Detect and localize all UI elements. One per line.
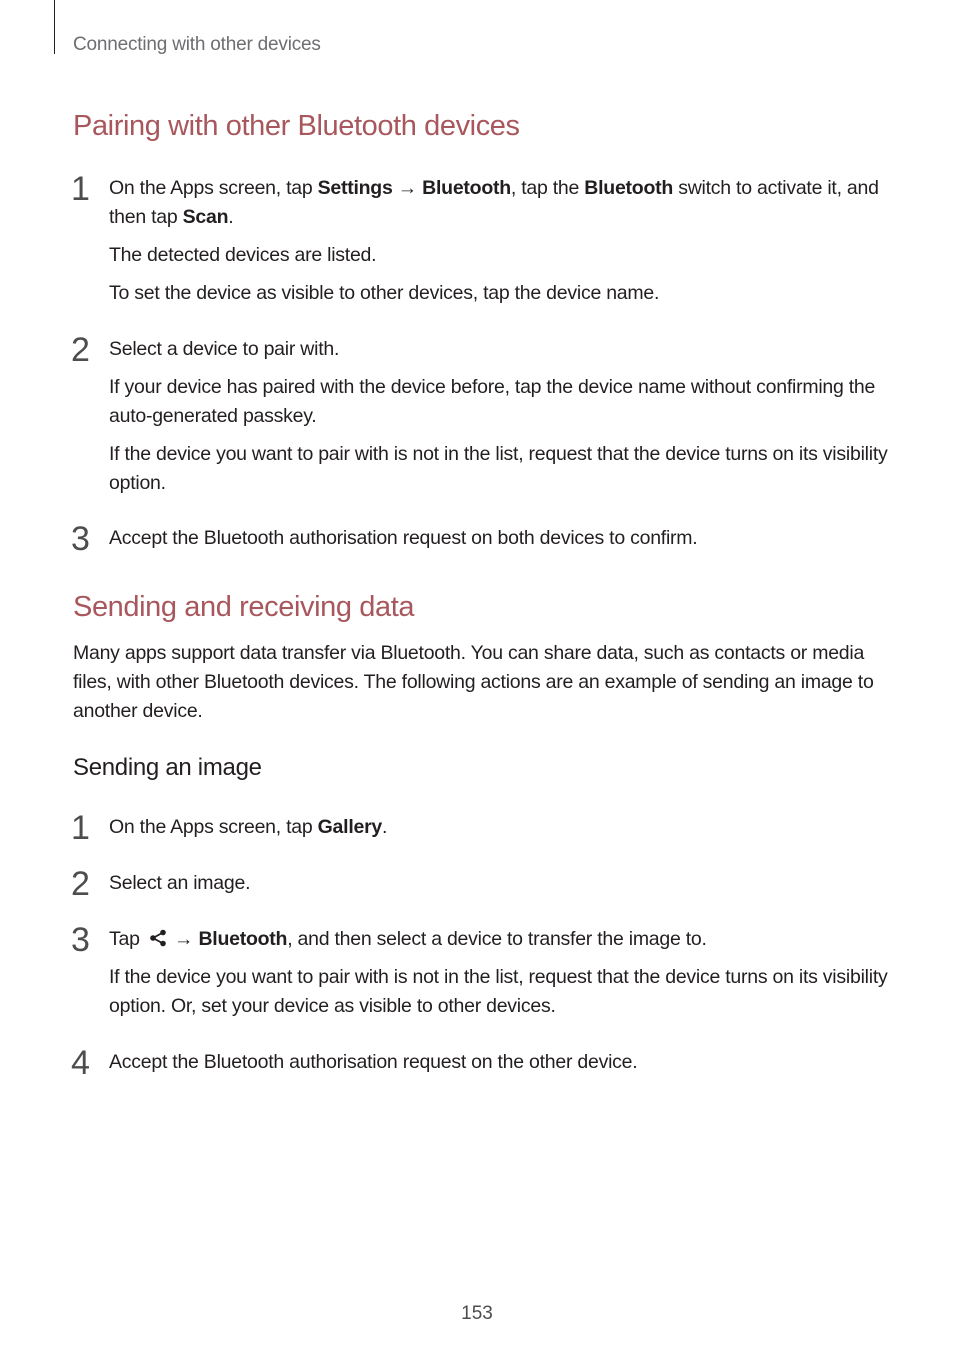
running-head: Connecting with other devices <box>73 34 321 55</box>
step-text: Tap → Bluetooth, and then select a device to transfer the image to. <box>109 928 707 950</box>
step-text: Accept the Bluetooth authorisation request on both devices to confirm. <box>109 527 698 549</box>
section-intro: Many apps support data transfer via Bluetooth. You can share data, such as contacts or media files, with other Bluetooth devices. The following actions are an example of sending an image to another device. <box>73 642 874 722</box>
step-number: 3 <box>71 520 90 558</box>
ui-label-gallery: Gallery <box>317 816 383 838</box>
step-number: 4 <box>71 1044 90 1082</box>
ui-label-settings: Settings <box>317 177 393 199</box>
step-text: Select an image. <box>109 872 251 894</box>
section-title-sending: Sending and receiving data <box>73 591 415 623</box>
page-number: 153 <box>461 1303 493 1324</box>
step-text: Select a device to pair with. <box>109 338 340 360</box>
step-number: 2 <box>71 331 90 369</box>
step-note: If the device you want to pair with is not in the list, request that the device turns on its visibility option. Or, set your device as visible to other devices. <box>109 966 888 1017</box>
step-number: 2 <box>71 865 90 903</box>
section-title-pairing: Pairing with other Bluetooth devices <box>73 110 520 142</box>
share-icon <box>148 927 168 945</box>
step-note: The detected devices are listed. <box>109 244 377 266</box>
step-note: If the device you want to pair with is not in the list, request that the device turns on its visibility option. <box>109 443 888 494</box>
header-rule <box>54 0 55 54</box>
step-number: 3 <box>71 921 90 959</box>
step-text: On the Apps screen, tap Gallery. <box>109 816 388 838</box>
ui-label-bluetooth: Bluetooth <box>422 177 511 199</box>
step-note: If your device has paired with the device before, tap the device name without confirming the auto-generated passkey. <box>109 376 876 427</box>
subsection-title: Sending an image <box>73 754 262 781</box>
step-text: Accept the Bluetooth authorisation request on the other device. <box>109 1051 638 1073</box>
step-number: 1 <box>71 170 90 208</box>
ui-label-scan: Scan <box>182 206 229 228</box>
step-text: On the Apps screen, tap Settings → Bluetooth, tap the Bluetooth switch to activate it, and then tap Scan. <box>109 177 879 228</box>
step-note: To set the device as visible to other devices, tap the device name. <box>109 282 660 304</box>
ui-label-bluetooth-switch: Bluetooth <box>584 177 674 199</box>
ui-label-bluetooth: Bluetooth <box>198 928 288 950</box>
step-number: 1 <box>71 809 90 847</box>
